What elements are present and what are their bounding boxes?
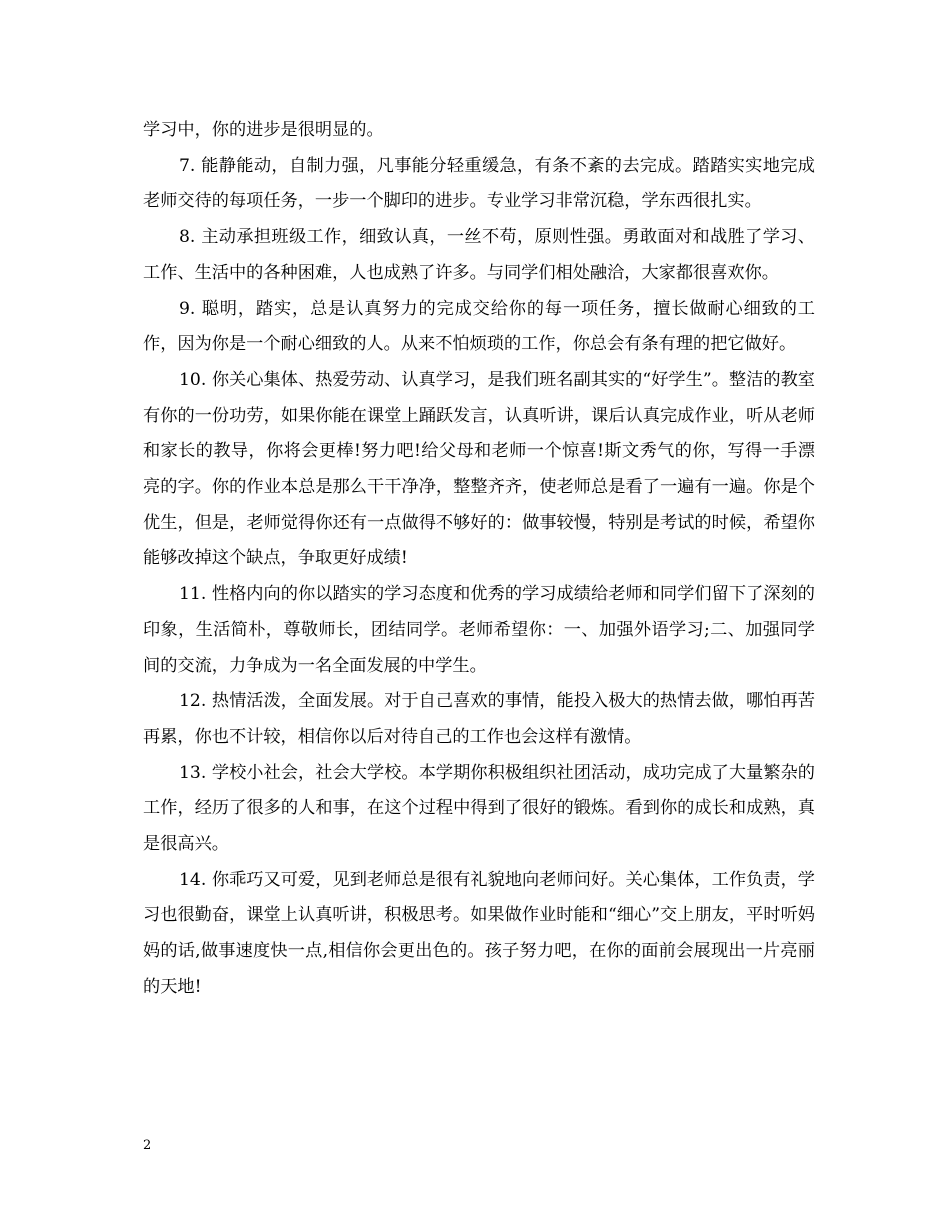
paragraph-comment-11: 11. 性格内向的你以踏实的学习态度和优秀的学习成绩给老师和同学们留下了深刻的印象，生活简朴，尊敬师长，团结同学。老师希望你：一、加强外语学习;二、加强同学间的交流，力争成为一名全面发展的中学生。 (143, 584, 815, 676)
paragraph-continuation: 学习中，你的进步是很明显的。 (143, 120, 384, 140)
paragraph-comment-12: 12. 热情活泼，全面发展。对于自己喜欢的事情，能投入极大的热情去做，哪怕再苦再累，你也不计较，相信你以后对待自己的工作也会这样有激情。 (143, 691, 815, 747)
paragraph-comment-14: 14. 你乖巧又可爱，见到老师总是很有礼貌地向老师问好。关心集体，工作负责，学习也很勤奋，课堂上认真听讲，积极思考。如果做作业时能和“细心”交上朋友，平时听妈妈的话,做事速度快一点,相信你会更出色的。孩子努力吧，在你的面前会展现出一片亮丽的天地! (143, 869, 815, 997)
page-number: 2 (143, 1138, 152, 1153)
paragraph-comment-10: 10. 你关心集体、热爱劳动、认真学习，是我们班名副其实的“好学生”。整洁的教室有你的一份功劳，如果你能在课堂上踊跃发言，认真听讲，课后认真完成作业，听从老师和家长的教导，你将会更棒!努力吧!给父母和老师一个惊喜!斯文秀气的你，写得一手漂亮的字。你的作业本总是那么干干净净，整整齐齐，使老师总是看了一遍有一遍。你是个优生，但是，老师觉得你还有一点做得不够好的：做事较慢，特别是考试的时候，希望你能够改掉这个缺点，争取更好成绩! (143, 369, 815, 569)
document-body (143, 113, 815, 1006)
paragraph-comment-13: 13. 学校小社会，社会大学校。本学期你积极组织社团活动，成功完成了大量繁杂的工作，经历了很多的人和事，在这个过程中得到了很好的锻炼。看到你的成长和成熟，真是很高兴。 (143, 762, 815, 855)
paragraph-comment-9: 9. 聪明，踏实，总是认真努力的完成交给你的每一项任务，擅长做耐心细致的工作，因为你是一个耐心细致的人。从来不怕烦琐的工作，你总会有条有理的把它做好。 (143, 298, 815, 355)
paragraph-comment-8: 8. 主动承担班级工作，细致认真，一丝不苟，原则性强。勇敢面对和战胜了学习、工作、生活中的各种困难，人也成熟了许多。与同学们相处融洽，大家都很喜欢你。 (143, 227, 815, 283)
paragraph-comment-7: 7. 能静能动，自制力强，凡事能分轻重缓急，有条不紊的去完成。踏踏实实地完成老师交待的每项任务，一步一个脚印的进步。专业学习非常沉稳，学东西很扎实。 (143, 155, 815, 212)
